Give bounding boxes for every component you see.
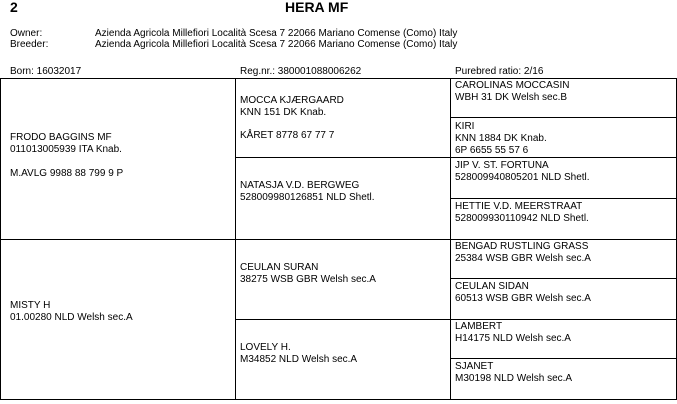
dam-dam-dam-cell: [455, 361, 572, 385]
breeder-value: Azienda Agricola Millefiori Località Scesa 7 22066 Mariano Comense (Como) Italy: [95, 39, 458, 50]
sire-dam-registration: 528009980126851 NLD Shetl.: [240, 192, 375, 203]
row-divider-quarter-1: [235, 157, 677, 158]
table-top-border: [0, 78, 677, 79]
owner-label: Owner:: [10, 28, 43, 39]
sire-sire-registration: KNN 151 DK Knab.: [240, 107, 327, 118]
dss-name: BENGAD RUSTLING GRASS: [455, 241, 589, 252]
row-divider-quarter-2: [235, 319, 677, 320]
dam-sire-name: CEULAN SURAN: [240, 262, 319, 273]
dds-registration: H14175 NLD Welsh sec.A: [455, 333, 571, 344]
ddd-registration: M30198 NLD Welsh sec.A: [455, 373, 573, 384]
dam-sire-registration: 38275 WSB GBR Welsh sec.A: [240, 274, 376, 285]
sire-dam-sire-cell: [455, 160, 590, 184]
sdd-registration: 528009930110942 NLD Shetl.: [455, 213, 589, 224]
catalog-number: 2: [10, 0, 18, 15]
purebred-ratio: Purebred ratio: 2/16: [455, 66, 544, 77]
sire-sire-name: MOCCA KJÆRGAARD: [240, 95, 344, 106]
dam-sire-sire-cell: [455, 241, 591, 265]
sire-sire-cell: [240, 95, 344, 142]
ddd-name: SJANET: [455, 361, 494, 372]
dsd-registration: 60513 WSB GBR Welsh sec.A: [455, 293, 591, 304]
dss-registration: 25384 WSB GBR Welsh sec.A: [455, 253, 591, 264]
dam-sire-dam-cell: [455, 281, 591, 305]
sds-registration: 528009940805201 NLD Shetl.: [455, 172, 590, 183]
sire-cell: [10, 132, 123, 180]
sire-dam-dam-cell: [455, 201, 589, 225]
dam-dam-registration: M34852 NLD Welsh sec.A: [240, 354, 358, 365]
sire-dam-name: NATASJA V.D. BERGWEG: [240, 180, 360, 191]
registration-number: Reg.nr.: 380001088006262: [240, 66, 362, 77]
sire-name: FRODO BAGGINS MF: [10, 132, 112, 143]
dam-sire-cell: [240, 262, 376, 286]
sss-name: CAROLINAS MOCCASIN: [455, 80, 570, 91]
dam-registration: 01.00280 NLD Welsh sec.A: [10, 312, 133, 323]
sdd-name: HETTIE V.D. MEERSTRAAT: [455, 201, 583, 212]
dam-cell: [10, 300, 133, 324]
sire-sire-dam-cell: [455, 121, 547, 157]
ssd-registration: KNN 1884 DK Knab.: [455, 133, 547, 144]
row-divider-half: [0, 239, 677, 240]
row-divider-eighth-1: [450, 117, 677, 118]
sire-dam-cell: [240, 180, 375, 204]
sss-registration: WBH 31 DK Welsh sec.B: [455, 92, 568, 103]
sds-name: JIP V. ST. FORTUNA: [455, 160, 549, 171]
dam-dam-name: LOVELY H.: [240, 342, 291, 353]
dam-dam-cell: [240, 342, 357, 366]
dds-name: LAMBERT: [455, 321, 503, 332]
sire-sire-sire-cell: [455, 80, 569, 104]
breeder-label: Breeder:: [10, 39, 49, 50]
row-divider-eighth-4: [450, 358, 677, 359]
dam-dam-sire-cell: [455, 321, 571, 345]
owner-value: Azienda Agricola Millefiori Località Scesa 7 22066 Mariano Comense (Como) Italy: [95, 28, 458, 39]
sire-note: M.AVLG 9988 88 799 9 P: [10, 168, 124, 179]
row-divider-eighth-3: [450, 278, 677, 279]
ssd-note: 6P 6655 55 57 6: [455, 145, 529, 156]
dsd-name: CEULAN SIDAN: [455, 281, 529, 292]
sire-sire-note: KÅRET 8778 67 77 7: [240, 130, 335, 141]
row-divider-eighth-2: [450, 198, 677, 199]
sire-registration: 011013005939 ITA Knab.: [10, 144, 122, 155]
born-date: Born: 16032017: [10, 66, 82, 77]
ssd-name: KIRI: [455, 121, 475, 132]
horse-name-title: HERA MF: [285, 0, 349, 15]
table-bottom-border: [0, 399, 677, 400]
dam-name: MISTY H: [10, 300, 51, 311]
